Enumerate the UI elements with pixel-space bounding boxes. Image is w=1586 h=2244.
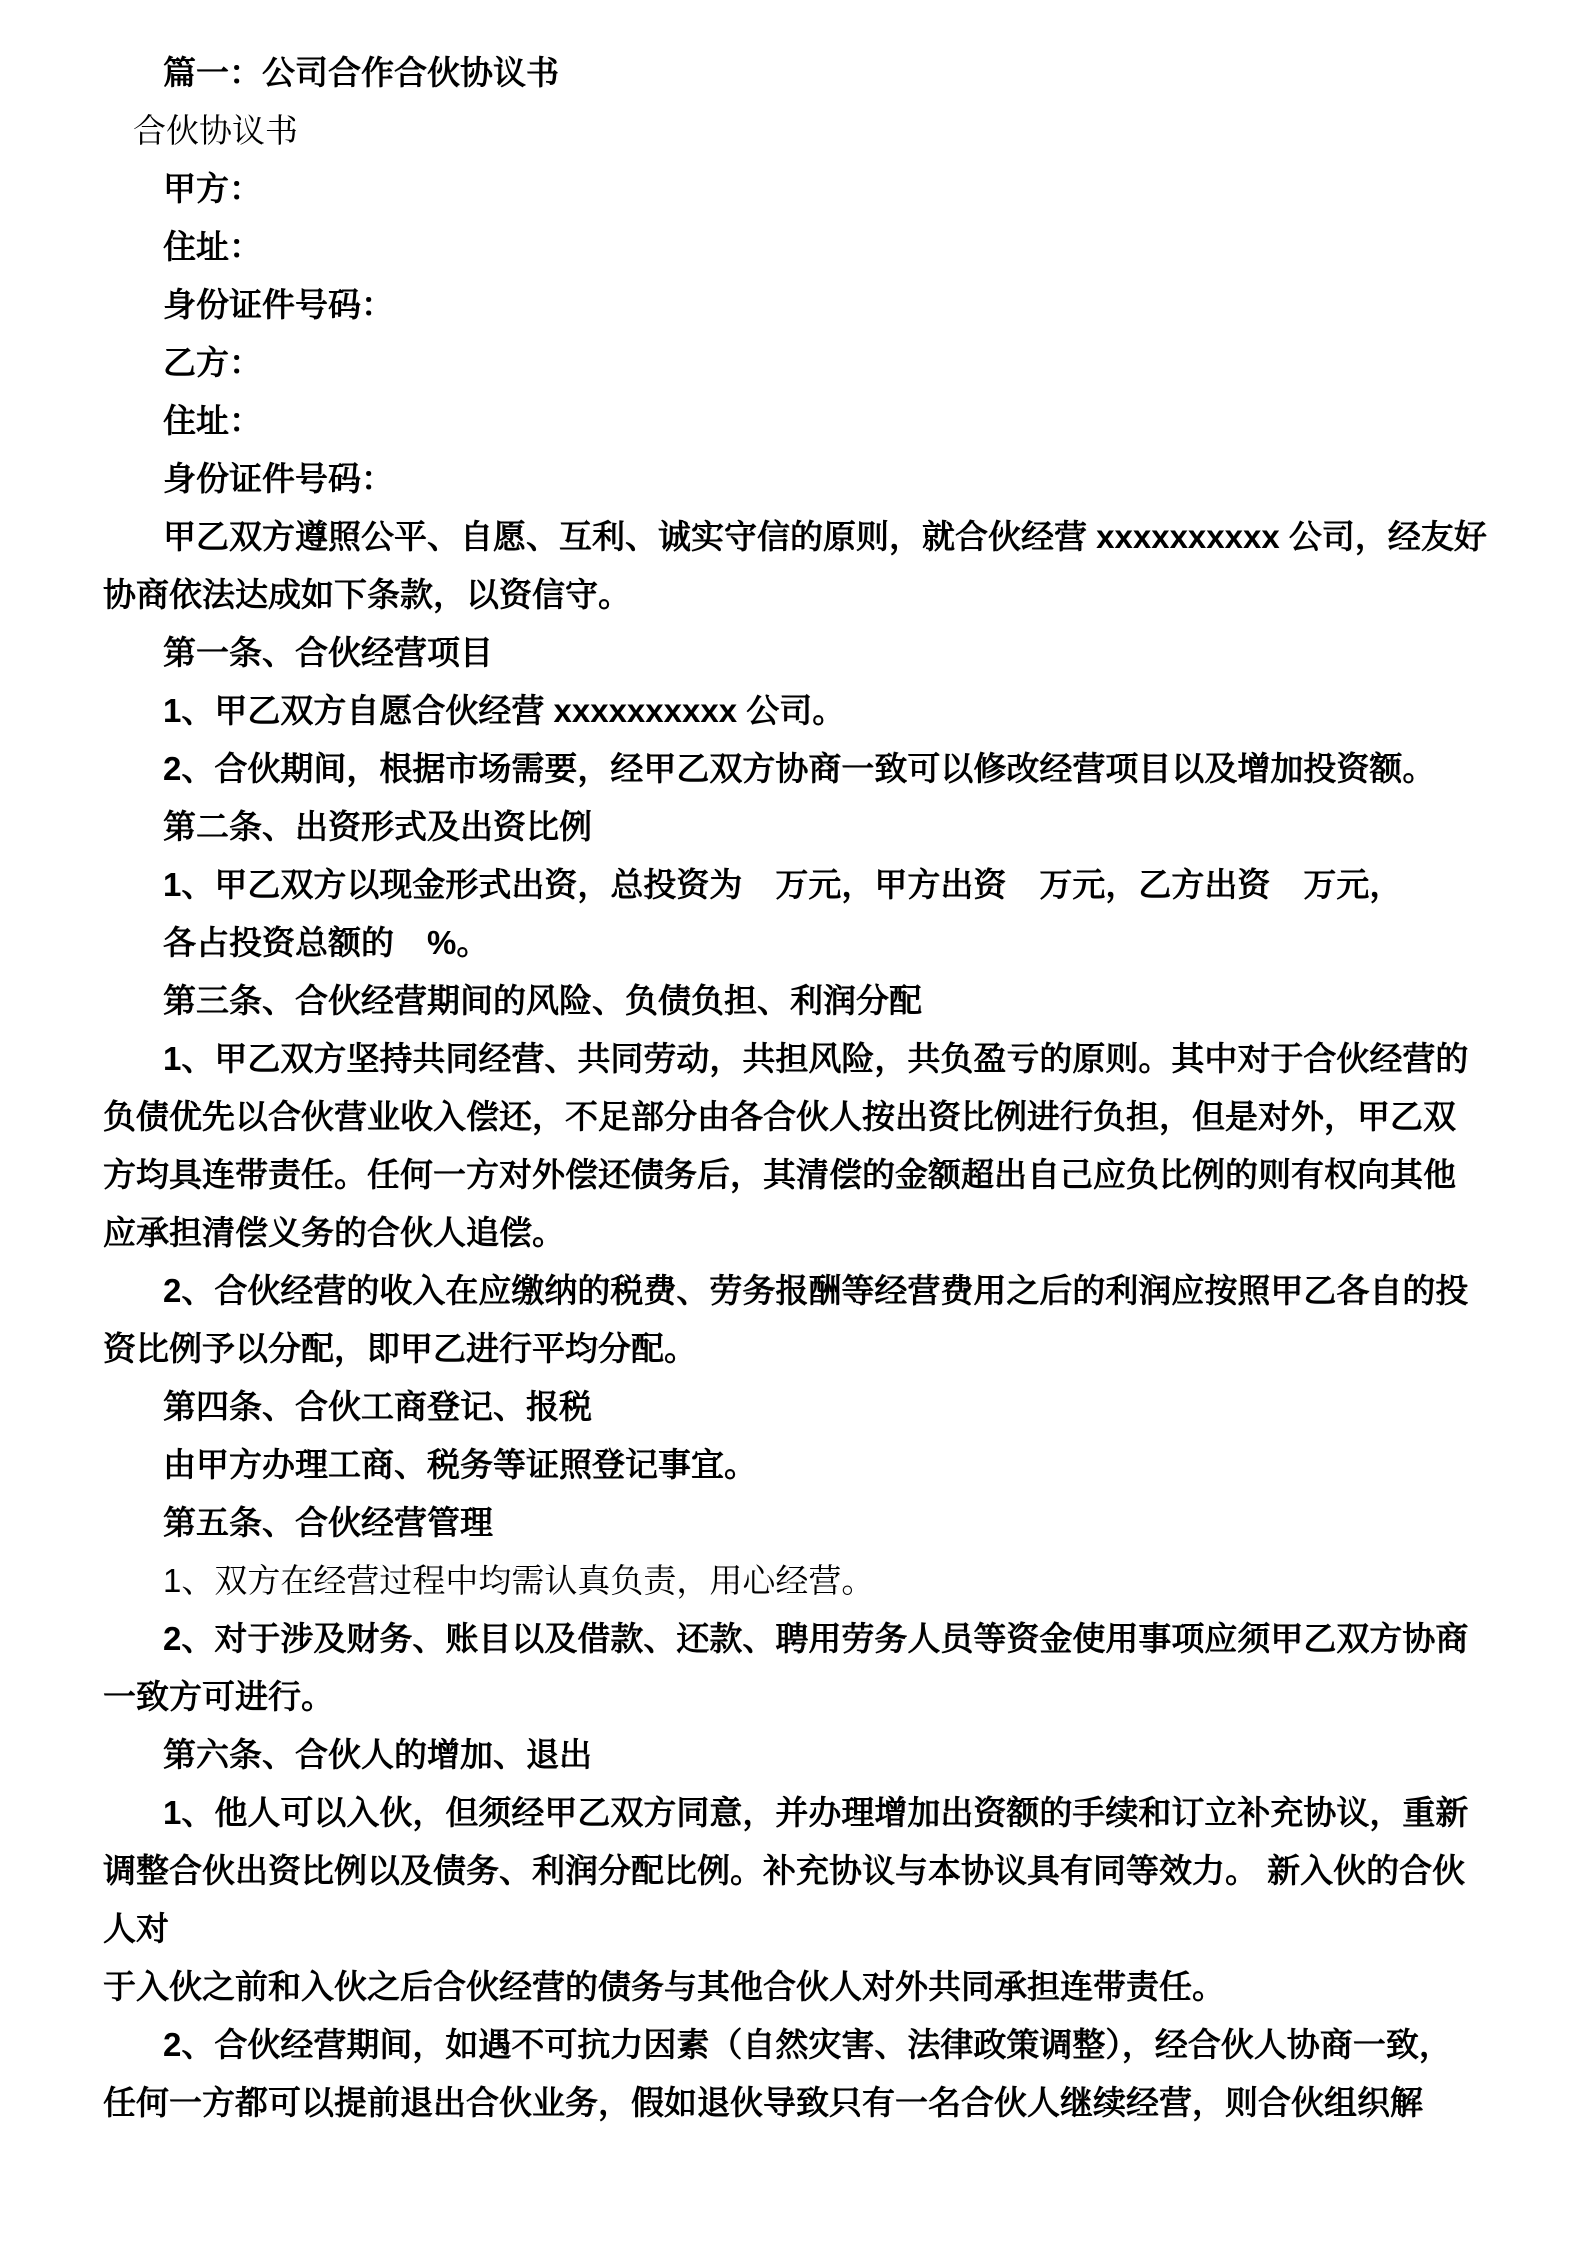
document-line: 甲乙双方遵照公平、自愿、互利、诚实守信的原则，就合伙经营 xxxxxxxxxx 公司，经友好 [163,518,1487,555]
document-line: 第三条、合伙经营期间的风险、负债负担、利润分配 [163,982,922,1019]
document-line: 第六条、合伙人的增加、退出 [163,1736,592,1773]
document-line: 住址： [163,402,262,439]
document-line: 2、对于涉及财务、账目以及借款、还款、聘用劳务人员等资金使用事项应须甲乙双方协商 [163,1620,1469,1657]
document-line: 2、合伙期间，根据市场需要，经甲乙双方协商一致可以修改经营项目以及增加投资额。 [163,750,1436,787]
document-line: 身份证件号码： [163,286,394,323]
document-line: 乙方： [163,344,262,381]
document-line: 1、甲乙双方自愿合伙经营 xxxxxxxxxx 公司。 [163,692,846,729]
document-line: 任何一方都可以提前退出合伙业务，假如退伙导致只有一名合伙人继续经营，则合伙组织解 [103,2084,1423,2121]
document-body [103,44,1523,2132]
document-line: 1、双方在经营过程中均需认真负责，用心经营。 [163,1562,875,1599]
document-line: 合伙协议书 [133,112,298,149]
document-line: 第二条、出资形式及出资比例 [163,808,592,845]
document-line: 由甲方办理工商、税务等证照登记事宜。 [163,1446,757,1483]
document-line: 负债优先以合伙营业收入偿还，不足部分由各合伙人按出资比例进行负担，但是对外，甲乙双 [103,1098,1456,1135]
document-line: 住址： [163,228,262,265]
document-line: 一致方可进行。 [103,1678,334,1715]
document-line: 调整合伙出资比例以及债务、利润分配比例。补充协议与本协议具有同等效力。 新入伙的合伙 [103,1852,1466,1889]
document-line: 第五条、合伙经营管理 [163,1504,493,1541]
document-line: 第四条、合伙工商登记、报税 [163,1388,592,1425]
document-line: 人对 [103,1910,169,1947]
document-line: 方均具连带责任。任何一方对外偿还债务后，其清偿的金额超出自己应负比例的则有权向其他 [103,1156,1456,1193]
document-line: 2、合伙经营期间，如遇不可抗力因素（自然灾害、法律政策调整），经合伙人协商一致， [163,2026,1452,2063]
document-line: 1、甲乙双方以现金形式出资，总投资为 万元，甲方出资 万元，乙方出资 万元， [163,866,1403,903]
document-line: 甲方： [163,170,262,207]
document-line: 1、他人可以入伙，但须经甲乙双方同意，并办理增加出资额的手续和订立补充协议，重新 [163,1794,1469,1831]
document-line: 资比例予以分配，即甲乙进行平均分配。 [103,1330,697,1367]
document-line: 各占投资总额的 %。 [163,924,490,961]
document-line: 应承担清偿义务的合伙人追偿。 [103,1214,565,1251]
document-line: 第一条、合伙经营项目 [163,634,493,671]
document-line: 篇一：公司合作合伙协议书 [163,54,559,91]
document-line: 协商依法达成如下条款，以资信守。 [103,576,631,613]
document-line: 于入伙之前和入伙之后合伙经营的债务与其他合伙人对外共同承担连带责任。 [103,1968,1225,2005]
document-line: 2、合伙经营的收入在应缴纳的税费、劳务报酬等经营费用之后的利润应按照甲乙各自的投 [163,1272,1469,1309]
document-line: 1、甲乙双方坚持共同经营、共同劳动，共担风险，共负盈亏的原则。其中对于合伙经营的 [163,1040,1469,1077]
document-line: 身份证件号码： [163,460,394,497]
